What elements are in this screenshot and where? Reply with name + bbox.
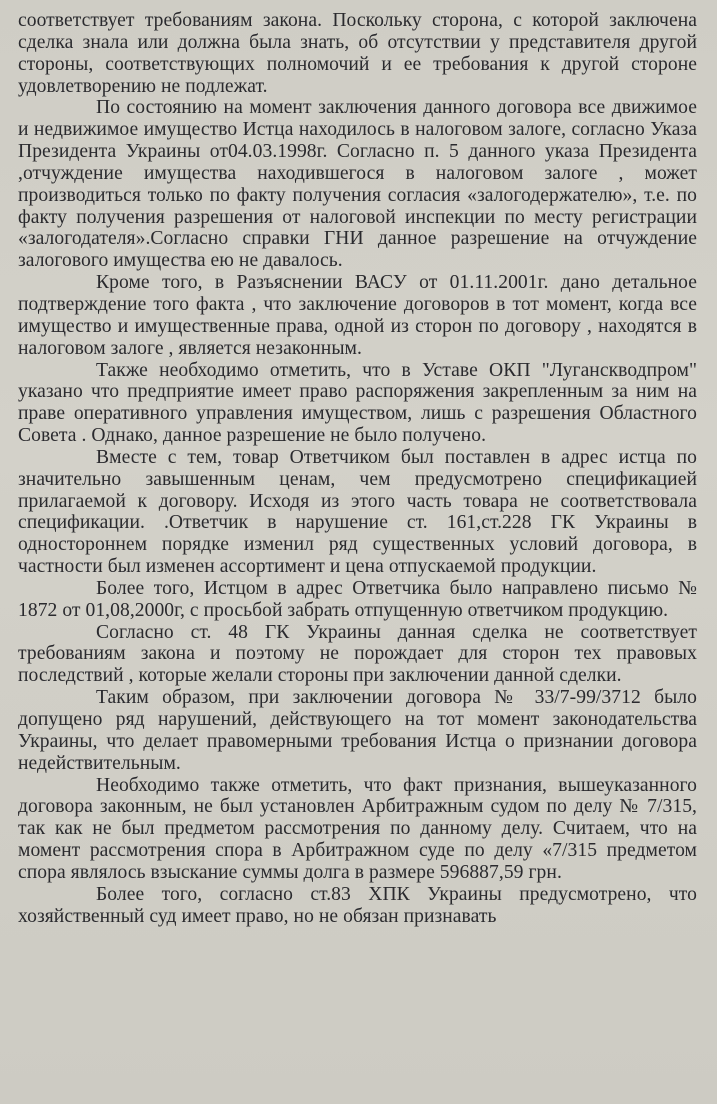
paragraph-4: Также необходимо отметить, что в Уставе ОКП "Луганскводпром" указано что предприятие имеет право распоряжения закрепленным за ним на праве оперативного управления имуществом, лишь с разрешения Областного Совета . Однако, данное разрешение не было получено. [18, 359, 697, 447]
paragraph-3: Кроме того, в Разъяснении ВАСУ от 01.11.2001г. дано детальное подтверждение того факта , что заключение договоров в тот момент, когда все имущество и имущественные права, одной из сторон по договору , находятся в налоговом залоге , является незаконным. [18, 272, 697, 359]
paragraph-8: Таким образом, при заключении договора № 33/7-99/3712 было допущено ряд нарушений, действующего на тот момент законодательства Украины, что делает правомерными требования Истца о признании договора недействительным. [18, 687, 697, 774]
paragraph-1: соответствует требованиям закона. Поскольку сторона, с которой заключена сделка знала или должна была знать, об отсутствии у представителя другой стороны, соответствующих полномочий и ее требования к другой стороне удовлетворению не подлежат. [18, 10, 697, 97]
paragraph-9: Необходимо также отметить, что факт признания, вышеуказанного договора законным, не был установлен Арбитражным судом по делу № 7/315, так как не был предметом рассмотрения по данному делу. Считаем, что на момент рассмотрения спора в Арбитражном суде по делу «7/315 предметом спора являлось взыскание суммы долга в размере 596887,59 грн. [18, 774, 697, 883]
paragraph-6: Более того, Истцом в адрес Ответчика было направлено письмо № 1872 от 01,08,2000г, с просьбой забрать отпущенную ответчиком продукцию. [18, 577, 697, 621]
paragraph-10: Более того, согласно ст.83 ХПК Украины предусмотрено, что хозяйственный суд имеет право, но не обязан признавать [18, 883, 697, 927]
paragraph-7: Согласно ст. 48 ГК Украины данная сделка не соответствует требованиям закона и поэтому не порождает для сторон тех правовых последствий , которые желали стороны при заключении данной сделки. [18, 621, 697, 687]
paragraph-2: По состоянию на момент заключения данного договора все движимое и недвижимое имущество Истца находилось в налоговом залоге, согласно Указа Президента Украины от04.03.1998г. Согласно п. 5 данного указа Президента ,отчуждение имущества находившегося в налоговом залоге , может производиться только по факту получения согласия «залогодержателю», т.е. по факту получения разрешения от налоговой инспекции по месту регистрации «залогодателя».Согласно справки ГНИ данное разрешение на отчуждение залогового имущества ею не давалось. [18, 97, 697, 272]
paragraph-5: Вместе с тем, товар Ответчиком был поставлен в адрес истца по значительно завышенным ценам, чем предусмотрено спецификацией прилагаемой к договору. Исходя из этого часть товара не соответствовала спецификации. .Ответчик в нарушение ст. 161,ст.228 ГК Украины в одностороннем порядке изменил ряд существенных условий договора, в частности был изменен ассортимент и цена отпускаемой продукции. [18, 446, 697, 578]
